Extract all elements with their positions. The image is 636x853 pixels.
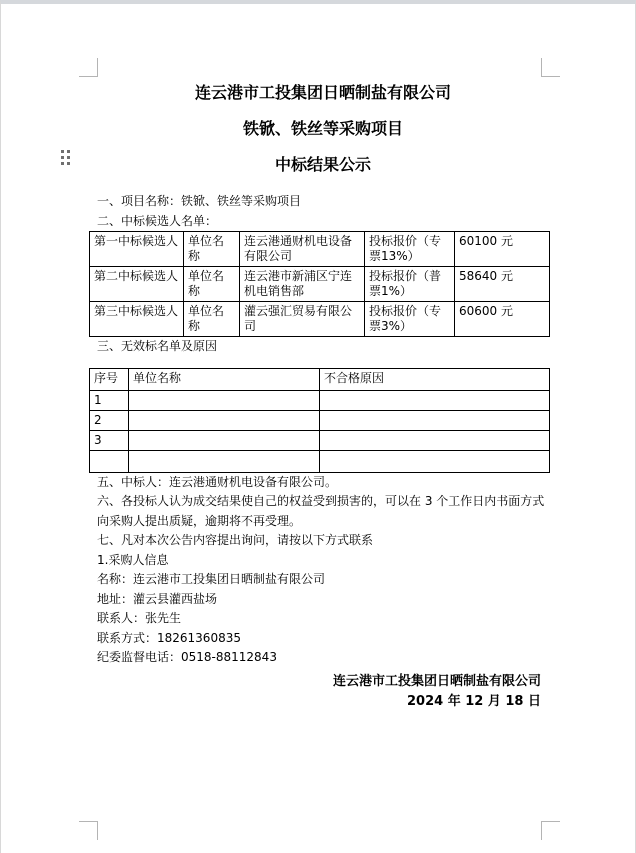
title-doc-type: 中标结果公示 [274,155,371,174]
table-row [90,410,550,430]
unit-name-cell [129,450,320,472]
margin-corner-mark-top-left [79,58,98,77]
candidate-company-cell: 连云港通财机电设备有限公司 [240,232,365,267]
seq-cell: 1 [90,390,129,410]
reason-cell [320,390,550,410]
reason-header-cell: 不合格原因 [320,368,550,390]
buyer-info-heading: 1.采购人信息 [97,552,169,567]
candidate-company-cell: 连云港市新浦区宁连机电销售部 [240,267,365,302]
buyer-name: 名称：连云港市工投集团日晒制盐有限公司 [97,572,326,586]
table-row [90,430,550,450]
section-3-invalid-heading: 三、无效标名单及原因 [97,339,218,353]
contact-person: 联系人：张先生 [97,611,182,625]
section-2-candidates-heading: 二、中标候选人名单： [97,213,218,228]
table-row [90,302,550,337]
candidate-rank-cell: 第二中标候选人 [90,267,184,302]
candidate-rank-cell: 第三中标候选人 [90,302,184,337]
table-header-row [90,368,550,390]
invalid-bids-table [89,368,550,473]
candidate-rank-cell: 第一中标候选人 [90,232,184,267]
reason-cell [320,410,550,430]
section-7-inquiry: 七、凡对本次公告内容提出询问，请按以下方式联系 [97,533,374,547]
price-label-cell: 投标报价（专票13%） [365,232,455,267]
section-5-winner: 五、中标人：连云港通财机电设备有限公司。 [97,474,338,489]
unit-name-label-cell: 单位名称 [184,302,240,337]
price-label-cell: 投标报价（普票1%） [365,267,455,302]
document-content [94,4,549,712]
table-row [90,450,550,472]
table-row [90,390,550,410]
drag-handle-icon[interactable] [61,150,70,167]
section-1-project-name: 一、项目名称：铁锨、铁丝等采购项目 [97,194,302,208]
margin-corner-mark-bottom-right [541,821,560,840]
reason-cell [320,450,550,472]
seq-cell [90,450,129,472]
unit-name-label-cell: 单位名称 [184,267,240,302]
seq-cell: 2 [90,410,129,430]
price-value-cell: 60100 元 [455,232,550,267]
contact-phone: 联系方式：18261360835 [97,630,241,645]
table-row [90,232,550,267]
section-6-objection: 六、各投标人认为成交结果使自己的权益受到损害的，可以在 3 个工作日内书面方式向采购人提出质疑，逾期将不再受理。 [97,494,545,528]
margin-corner-mark-bottom-left [79,821,98,840]
candidate-company-cell: 灌云强汇贸易有限公司 [240,302,365,337]
table-row [90,267,550,302]
unit-name-cell [129,390,320,410]
reason-cell [320,430,550,450]
candidates-table [89,231,550,337]
unit-name-cell [129,430,320,450]
seq-cell: 3 [90,430,129,450]
price-label-cell: 投标报价（专票3%） [365,302,455,337]
seq-header-cell: 序号 [90,368,129,390]
price-value-cell: 60600 元 [455,302,550,337]
buyer-address: 地址：灌云县灌西盐场 [97,591,218,606]
supervision-phone: 纪委监督电话：0518-88112843 [97,650,277,664]
footer-date: 2024 年 12 月 18 日 [407,693,541,709]
unit-name-cell [129,410,320,430]
footer-signature-company: 连云港市工投集团日晒制盐有限公司 [332,673,541,689]
unit-name-label-cell: 单位名称 [184,232,240,267]
price-value-cell: 58640 元 [455,267,550,302]
unit-name-header-cell: 单位名称 [129,368,320,390]
title-project: 铁锨、铁丝等采购项目 [242,119,403,138]
title-company: 连云港市工投集团日晒制盐有限公司 [194,83,451,102]
